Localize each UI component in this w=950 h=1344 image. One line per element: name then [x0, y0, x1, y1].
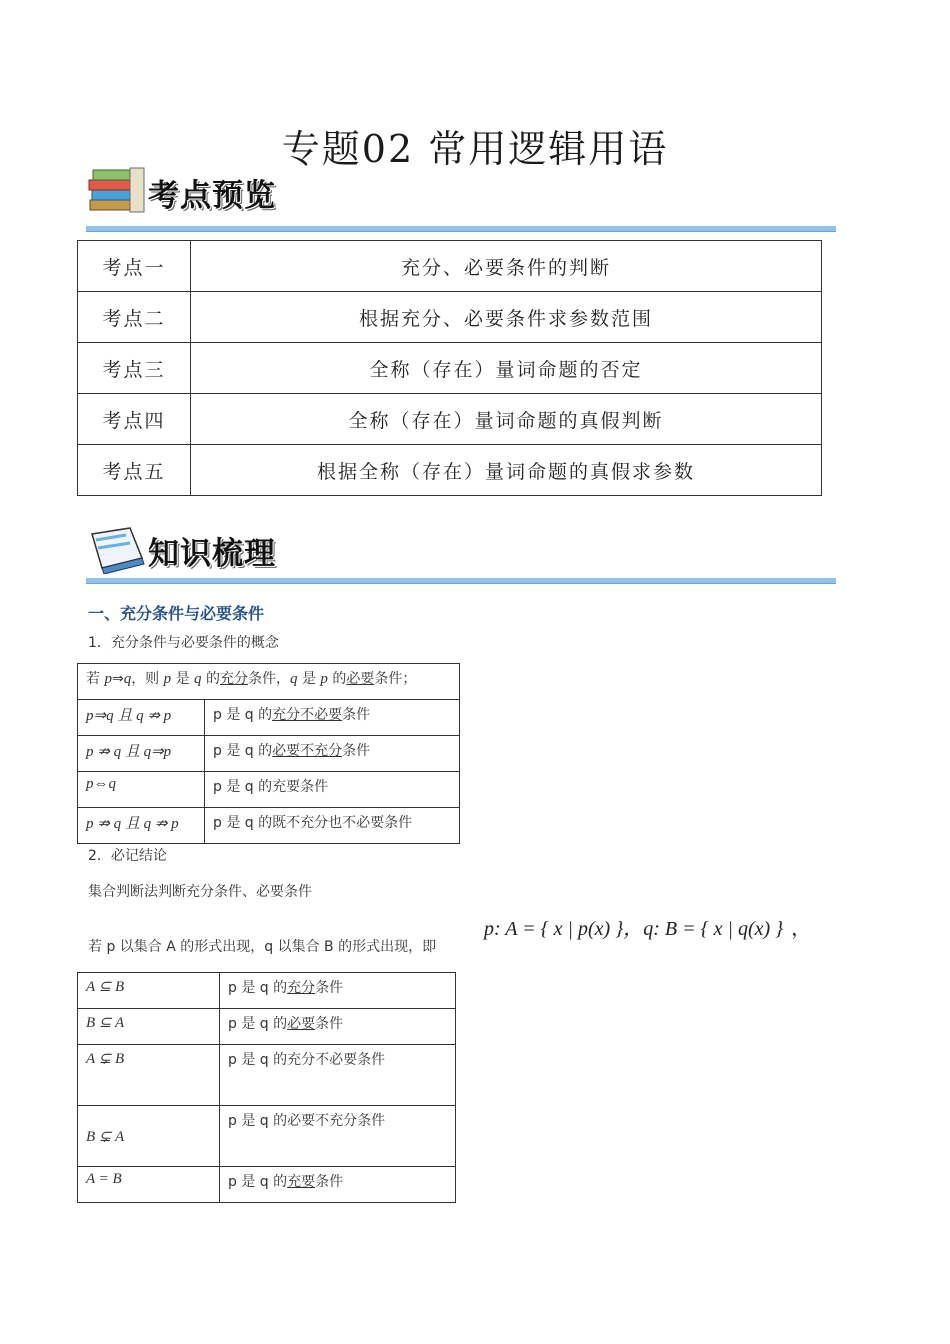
overview-value: 全称（存在）量词命题的真假判断 — [191, 394, 822, 445]
table-row — [78, 394, 822, 445]
result-cell: p 是 q 的充分不必要条件 — [205, 700, 460, 736]
table-row — [78, 772, 460, 808]
overview-key: 考点三 — [78, 343, 191, 394]
table-row — [78, 808, 460, 844]
banner-divider — [86, 578, 836, 584]
subheading-conclusion: 2．必记结论 — [88, 848, 167, 864]
subheading-concept: 1．充分条件与必要条件的概念 — [88, 635, 279, 651]
result-cell: p 是 q 的必要不充分条件 — [205, 736, 460, 772]
section-heading: 一、充分条件与必要条件 — [88, 604, 265, 623]
set-result-cell: p 是 q 的必要条件 — [220, 1009, 456, 1045]
overview-key: 考点二 — [78, 292, 191, 343]
table-row — [78, 343, 822, 394]
page-title: 专题02 常用逻辑用语 — [281, 127, 669, 171]
table-row — [78, 241, 822, 292]
table-row — [78, 1045, 456, 1106]
table-row — [78, 292, 822, 343]
condition-cell: p ⇏ q 且 q⇒p — [78, 736, 205, 772]
paragraph-set-method: 集合判断法判断充分条件、必要条件 — [88, 884, 312, 900]
section-banner-preview — [86, 166, 836, 226]
overview-key: 考点一 — [78, 241, 191, 292]
concept-header: 若 p⇒q，则 p 是 q 的充分条件，q 是 p 的必要条件； — [78, 664, 460, 700]
table-row — [78, 973, 456, 1009]
section-banner-knowledge — [86, 524, 836, 584]
table-row — [78, 1009, 456, 1045]
overview-value: 根据全称（存在）量词命题的真假求参数 — [191, 445, 822, 496]
notebook-icon — [86, 524, 148, 574]
banner-preview-label: 考点预览 — [148, 178, 276, 214]
table-row — [78, 664, 460, 700]
table-row — [78, 736, 460, 772]
set-table — [77, 972, 456, 1203]
set-result-cell: p 是 q 的必要不充分条件 — [220, 1106, 456, 1167]
overview-value: 根据充分、必要条件求参数范围 — [191, 292, 822, 343]
set-result-cell: p 是 q 的充分条件 — [220, 973, 456, 1009]
table-row — [78, 700, 460, 736]
set-formula: p: A = { x | p(x) }，q: B = { x | q(x) } ， — [484, 918, 812, 940]
table-row — [78, 1167, 456, 1203]
table-row — [78, 445, 822, 496]
set-result-cell: p 是 q 的充要条件 — [220, 1167, 456, 1203]
overview-key: 考点五 — [78, 445, 191, 496]
banner-knowledge-label: 知识梳理 — [148, 536, 276, 572]
overview-value: 充分、必要条件的判断 — [191, 241, 822, 292]
result-cell: p 是 q 的充要条件 — [205, 772, 460, 808]
set-condition-cell: B ⊊ A — [78, 1106, 220, 1167]
concept-table — [77, 663, 460, 844]
overview-value: 全称（存在）量词命题的否定 — [191, 343, 822, 394]
set-result-cell: p 是 q 的充分不必要条件 — [220, 1045, 456, 1106]
overview-table — [77, 240, 822, 496]
condition-cell: p⇒q 且 q ⇏ p — [78, 700, 205, 736]
paragraph-set-form: 若 p 以集合 A 的形式出现，q 以集合 B 的形式出现，即 — [88, 939, 437, 955]
banner-divider — [86, 226, 836, 232]
set-condition-cell: B ⊆ A — [78, 1009, 220, 1045]
result-cell: p 是 q 的既不充分也不必要条件 — [205, 808, 460, 844]
set-condition-cell: A ⊆ B — [78, 973, 220, 1009]
table-row — [78, 1106, 456, 1167]
set-condition-cell: A ⊊ B — [78, 1045, 220, 1106]
condition-cell: p ⇏ q 且 q ⇏ p — [78, 808, 205, 844]
overview-key: 考点四 — [78, 394, 191, 445]
books-icon — [86, 166, 148, 216]
condition-cell: p⇔q — [78, 772, 205, 808]
set-condition-cell: A = B — [78, 1167, 220, 1203]
